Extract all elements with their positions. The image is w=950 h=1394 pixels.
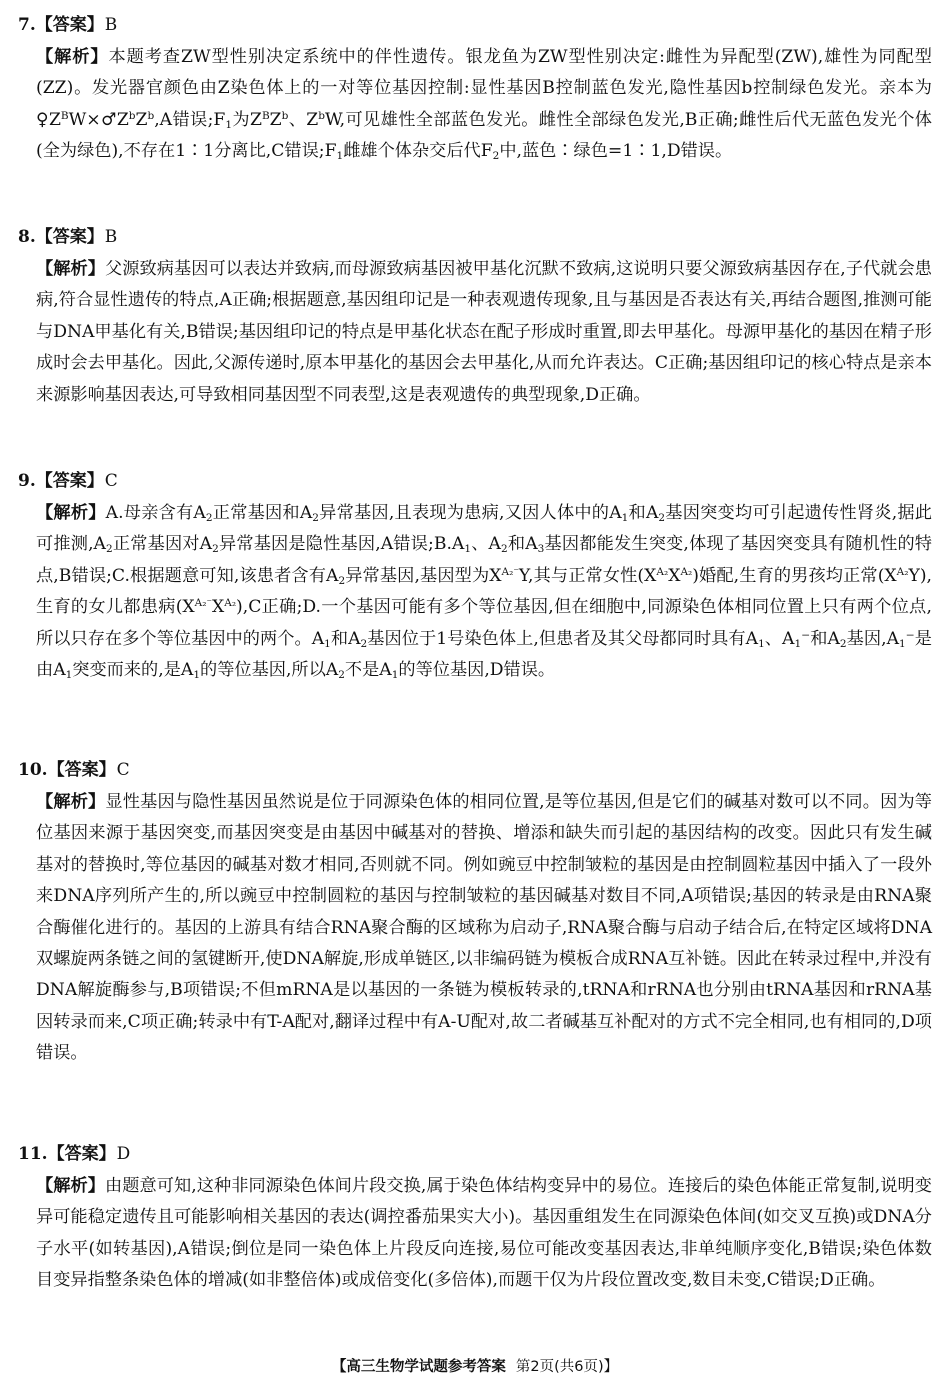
analysis-text: 基因突变均可引起遗传性肾炎,据此可推测,A (36, 503, 932, 555)
subscript: 2 (839, 637, 847, 650)
analysis-text: 异常基因,基因型为X (345, 565, 502, 586)
analysis-text: ,A错误;F (154, 109, 226, 130)
superscript: b (128, 109, 136, 122)
analysis-text: X (668, 565, 681, 586)
analysis-paragraph (18, 787, 932, 1070)
question-number: 7. (18, 15, 36, 35)
answer-tag: 【答案】 (47, 1144, 116, 1164)
superscript: b (147, 109, 155, 122)
question-number: 10. (18, 760, 48, 780)
subscript: 2 (212, 543, 219, 556)
superscript: A₂ (680, 565, 693, 578)
superscript: B (60, 109, 69, 122)
subscript: 1 (225, 118, 233, 131)
analysis-text: 中,蓝色∶绿色=1∶1,D错误。 (499, 141, 733, 162)
subscript: 2 (105, 543, 113, 556)
subscript: 2 (492, 150, 500, 163)
answer-value: C (104, 471, 118, 491)
subscript: 1 (336, 150, 344, 163)
subscript: 1 (758, 637, 765, 650)
subscript: 1 (794, 637, 802, 650)
analysis-tag: 【解析】 (36, 47, 109, 67)
analysis-text: 突变而来的,是A (72, 660, 194, 681)
analysis-text: 的等位基因,D错误。 (398, 660, 556, 681)
page-footer (0, 1355, 950, 1376)
answer-value: D (116, 1144, 131, 1164)
analysis-text: 、A (764, 628, 795, 649)
analysis-text: 、A (471, 534, 501, 555)
analysis-text: ⁻和A (801, 628, 840, 649)
analysis-text: 为Z (232, 109, 262, 130)
answer-line (18, 14, 932, 36)
subscript: 1 (65, 669, 73, 682)
question-number: 8. (18, 227, 36, 247)
analysis-text: Z (135, 109, 148, 130)
subscript: 1 (621, 512, 629, 524)
subscript: 1 (898, 637, 906, 650)
superscript: A₂ (656, 565, 669, 578)
analysis-text: 和A (628, 503, 659, 523)
analysis-text: ⁻是由A (36, 628, 932, 681)
answer-line (18, 759, 932, 781)
analysis-text: )婚配,生育的男孩均正常(X (692, 565, 897, 586)
footer-page-number: 第2页(共6页)】 (515, 1359, 619, 1375)
analysis-tag: 【解析】 (36, 259, 105, 279)
analysis-text: A.母亲含有A (105, 503, 206, 523)
subscript: 2 (338, 669, 345, 682)
subscript: 1 (193, 669, 200, 682)
analysis-tag: 【解析】 (36, 503, 106, 523)
answer-value: C (116, 760, 130, 780)
question-10 (18, 759, 932, 1070)
analysis-text: 和A (507, 534, 538, 555)
answer-line (18, 470, 932, 492)
superscript: b (318, 109, 325, 122)
answer-line (18, 226, 932, 248)
superscript: A₂⁻ (194, 597, 212, 610)
analysis-tag: 【解析】 (36, 1176, 105, 1196)
analysis-text: 不是A (344, 660, 392, 681)
subscript: 1 (391, 669, 399, 682)
analysis-text: 基因位于1号染色体上,但患者及其父母都同时具有A (367, 628, 759, 649)
analysis-paragraph (18, 42, 932, 168)
question-11 (18, 1143, 932, 1297)
question-number: 11. (18, 1144, 48, 1164)
subscript: 2 (360, 637, 368, 650)
question-7 (18, 14, 932, 168)
subscript: 2 (205, 512, 213, 524)
analysis-text: 和A (330, 628, 361, 649)
analysis-text: W×♂Z (68, 109, 129, 130)
analysis-text: ),C正确;D.一个基因可能有多个等位基因,但在细胞中,同源染色体相同位置上只有两个位点,所以只存在多个等位基因中的两个。A (36, 597, 932, 649)
analysis-text: 、Z (288, 109, 319, 130)
answer-tag: 【答案】 (35, 227, 104, 247)
answer-line (18, 1143, 932, 1165)
analysis-tag: 【解析】 (36, 792, 106, 812)
analysis-text: 的等位基因,所以A (200, 660, 339, 681)
superscript: B (261, 109, 270, 122)
subscript: 1 (324, 637, 331, 650)
analysis-text: 异常基因,且表现为患病,又因人体中的A (318, 503, 622, 523)
analysis-text: 基因都能发生突变,体现了基因突变具有随机性的特点,B错误;C.根据题意可知,该患者含有A (36, 534, 932, 586)
analysis-text: Z (269, 109, 282, 130)
answer-tag: 【答案】 (35, 15, 104, 35)
question-8 (18, 226, 932, 411)
analysis-text: X (212, 597, 225, 618)
superscript: A₂⁻ (501, 565, 519, 578)
answer-value: B (104, 15, 118, 35)
analysis-text: 本题考查ZW型性别决定系统中的伴性遗传。银龙鱼为ZW型性别决定:雌性为异配型(ZW),雄性为同配型(ZZ)。发光器官颜色由Z染色体上的一对等位基因控制:显性基因B控制蓝色发光,隐性基因b控制绿色发光。亲本为♀Z (36, 47, 932, 130)
answer-tag: 【答案】 (47, 760, 116, 780)
analysis-text: Y),生育的女儿都患病(X (36, 565, 932, 618)
subscript: 2 (658, 512, 666, 524)
analysis-text: 显性基因与隐性基因虽然说是位于同源染色体的相同位置,是等位基因,但是它们的碱基对数可以不同。因为等位基因来源于基因突变,而基因突变是由基因中碱基对的替换、增添和缺失而引起的基因结构的改变。因此只有发生碱基对的替换时,等位基因的碱基对数才相同,否则就不同。例如豌豆中控制皱粒的基因是由控制圆粒基因中插入了一段外来DNA序列所产生的,所以豌豆中控制圆粒的基因与控制皱粒的基因碱基对数目不同,A项错误;基因的转录是由RNA聚合酶催化进行的。基因的上游具有结合RNA聚合酶的区域称为启动子,RNA聚合酶与启动子结合后,在特定区域将DNA双螺旋两条链之间的氢键断开,使DNA解旋,形成单链区,以非编码链为模板合成RNA互补链。因此在转录过程中,并没有DNA解旋酶参与,B项错误;不但mRNA是以基因的一条链为模板转录的,tRNA和rRNA也分别由tRNA基因和rRNA基因转录而来,C项正确;转录中有T-A配对,翻译过程中有A-U配对,故二者碱基互补配对的方式不完全相同,也有相同的,D项错误。 (36, 792, 932, 1064)
analysis-text: Y,其与正常女性(X (518, 565, 657, 586)
superscript: A₂ (224, 597, 237, 610)
analysis-paragraph (18, 498, 932, 686)
analysis-text: 雌雄个体杂交后代F (343, 141, 493, 162)
subscript: 1 (464, 543, 472, 556)
superscript: A₂ (896, 565, 909, 578)
analysis-paragraph (18, 254, 932, 411)
analysis-text: 正常基因和A (212, 503, 313, 523)
analysis-text: 异常基因是隐性基因,A错误;B.A (218, 534, 465, 555)
analysis-paragraph (18, 1171, 932, 1297)
analysis-text: 由题意可知,这种非同源染色体间片段交换,属于染色体结构变异中的易位。连接后的染色体能正常复制,说明变异可能稳定遗传且可能影响相关基因的表达(调控番茄果实大小)。基因重组发生在同源染色体间(如交叉互换)或DNA分子水平(如转基因),A错误;倒位是同一染色体上片段反向连接,易位可能改变基因表达,非单纯顺序变化,B错误;染色体数目变异指整条染色体的增减(如非整倍体)或成倍变化(多倍体),而题干仅为片段位置改变,数目未变,C错误;D正确。 (36, 1176, 932, 1291)
analysis-text: 父源致病基因可以表达并致病,而母源致病基因被甲基化沉默不致病,这说明只要父源致病基因存在,子代就会患病,符合显性遗传的特点,A正确;根据题意,基因组印记是一种表观遗传现象,且与基因是否表达有关,再结合题图,推测可能与DNA甲基化有关,B错误;基因组印记的特点是甲基化状态在配子形成时重置,即去甲基化。母源甲基化的基因在精子形成时会去甲基化。因此,父源传递时,原本甲基化的基因会去甲基化,从而允许表达。C正确;基因组印记的核心特点是亲本来源影响基因表达,可导致相同基因型不同表型,这是表观遗传的典型现象,D正确。 (36, 259, 932, 405)
answer-value: B (104, 227, 118, 247)
subscript: 3 (537, 543, 545, 556)
analysis-text: 正常基因对A (112, 534, 213, 555)
superscript: b (281, 109, 289, 122)
subscript: 2 (500, 543, 508, 556)
analysis-text: 基因,A (846, 628, 899, 649)
footer-title: 【高三生物学试题参考答案 (331, 1359, 506, 1375)
subscript: 2 (338, 574, 346, 587)
question-9 (18, 470, 932, 686)
analysis-text: W,可见雄性全部蓝色发光。雌性全部绿色发光,B正确;雌性后代无蓝色发光个体(全为绿色),不存在1∶1分离比,C错误;F (36, 109, 932, 162)
subscript: 2 (312, 512, 319, 524)
answer-tag: 【答案】 (35, 471, 104, 491)
question-number: 9. (18, 471, 36, 491)
